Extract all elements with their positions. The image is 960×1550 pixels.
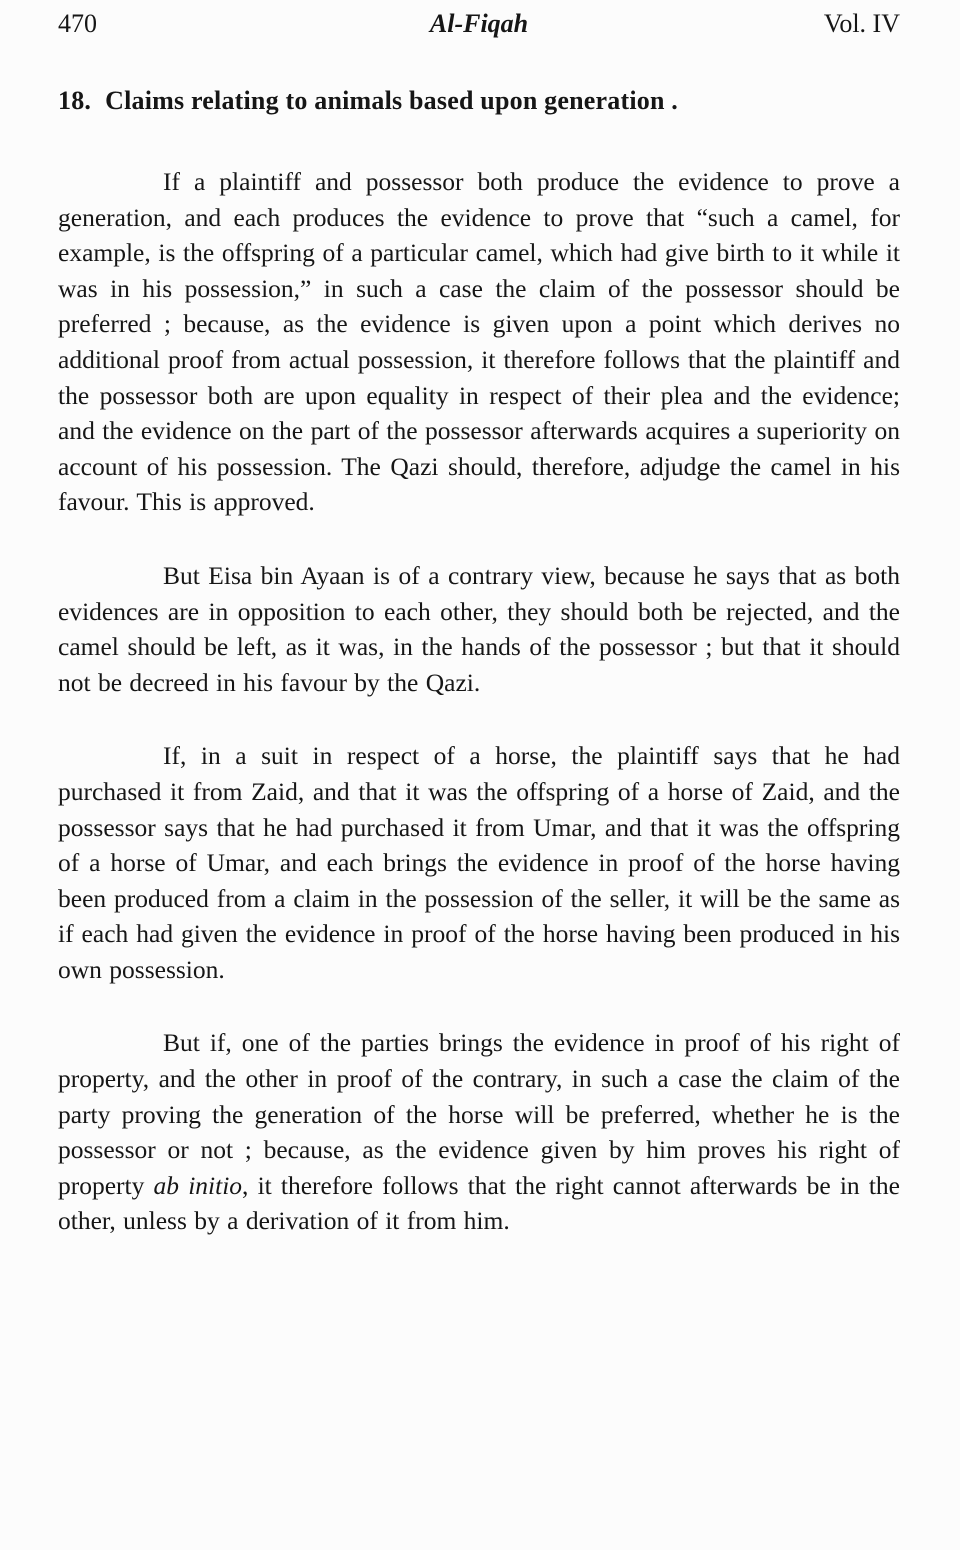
- page-header: [58, 6, 900, 42]
- latin-phrase: ab initio: [153, 1170, 243, 1200]
- volume-label: Vol. IV: [823, 9, 900, 38]
- page-number: 470: [58, 9, 97, 38]
- section-number: 18.: [58, 86, 92, 115]
- paragraph-2: But Eisa bin Ayaan is of a contrary view, because he says that as both evidences are in opposition to each other, they should both be rejected, and the camel should be left, as it was, in the hands of the possessor ; but that it should not be decreed in his favour by the Qazi.: [58, 560, 900, 697]
- section-title: Claims relating to animals based upon generation .: [105, 86, 679, 115]
- paragraph-1: If a plaintiff and possessor both produce the evidence to prove a generation, and each produces the evidence to prove that “such a camel, for example, is the offspring of a particular camel, which had give birth to it while it was in his possession,” in such a case the claim of the possessor should be preferred ; because, as the evidence is given upon a point which derives no additional proof from actual possession, it therefore follows that the plaintiff and the possessor both are upon equality in respect of their plea and the evidence; and the evidence on the part of the possessor afterwards acquires a superiority on account of his possession. The Qazi should, therefore, adjudge the camel in his favour. This is approved.: [58, 167, 900, 517]
- paragraph-4: [58, 1025, 900, 1239]
- paragraph-4-text-after: , it therefore follows that the right cannot afterwards be in the other, unless by a derivation of it from him.: [58, 1170, 900, 1236]
- section-heading: [58, 84, 900, 118]
- paragraph-4-text-before: But if, one of the parties brings the evidence in proof of his right of property, and the other in proof of the contrary, in such a case the claim of the party proving the generation of the horse will be preferred, whether he is the possessor or not ; because, as the evidence given by him proves his right of property: [58, 1028, 900, 1200]
- paragraph-3: If, in a suit in respect of a horse, the plaintiff says that he had purchased it from Zaid, and that it was the offspring of a horse of Zaid, and the possessor says that he had purchased it from Umar, and that it was the offspring of a horse of Umar, and each brings the evidence in proof of the horse having been produced from a claim in the possession of the seller, it will be the same as if each had given the evidence in proof of the horse having been produced in his own possession.: [58, 741, 900, 984]
- running-title: Al-Fiqah: [429, 9, 529, 38]
